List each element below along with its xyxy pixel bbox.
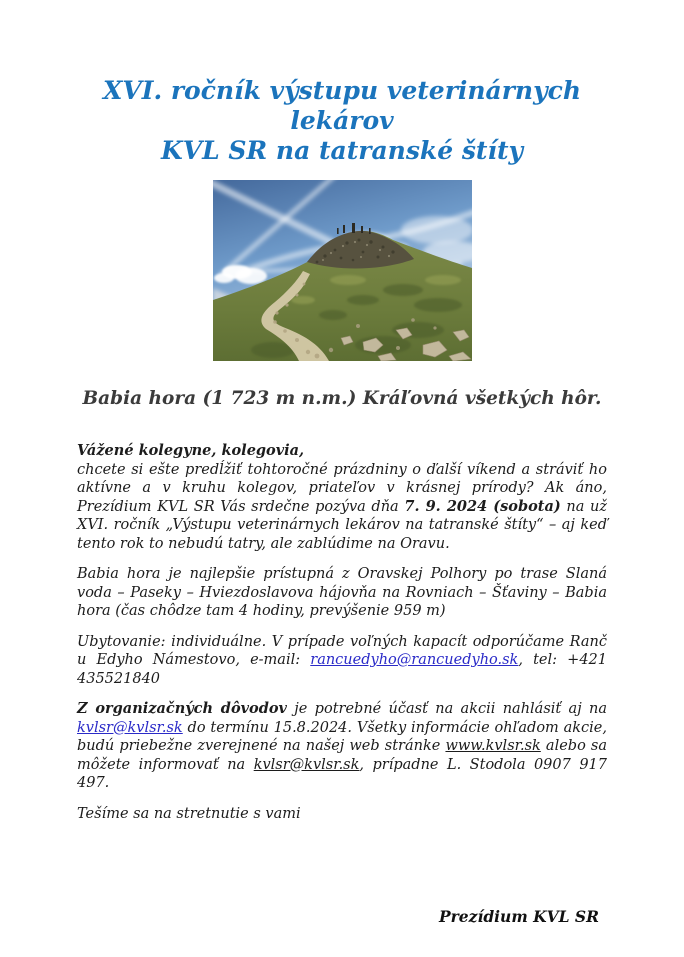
registration-lead: Z organizačných dôvodov: [77, 700, 287, 717]
registration-text-d: , prípadne L. Stodola 0907 917 497.: [77, 756, 608, 791]
mountain-photo-illustration: [213, 180, 472, 361]
event-date: 7. 9. 2024 (sobota): [404, 497, 561, 515]
letter-body: [77, 442, 607, 823]
intro-text-a: chcete si ešte predĺžiť tohtoročné prázdniny o ďalší víkend a stráviť ho aktívne a v kruhu kolegov, priateľov v krásnej prírody? Ak áno, Prezídium KVL SR Vás srdečne pozýva dňa: [77, 461, 607, 515]
mountain-photo: [213, 180, 472, 361]
signature: Prezídium KVL SR: [438, 907, 599, 926]
email-link-kvlsr-2[interactable]: kvlsr@kvlsr.sk: [253, 756, 360, 773]
website-link-kvlsr[interactable]: www.kvlsr.sk: [445, 738, 541, 754]
salutation: Vážené kolegyne, kolegovia,: [77, 442, 305, 459]
title-line-1: XVI. ročník výstupu veterinárnych lekárov: [102, 76, 582, 135]
accommodation-text-b: , tel: +421 435521840: [77, 652, 607, 687]
title-line-2: KVL SR na tatranské štíty: [160, 136, 524, 165]
intro-text-b: na už XVI. ročník „Výstupu veterinárnych lekárov na tatranské štíty“ – aj keď tento rok to nebudú tatry, ale zablúdime na Oravu.: [77, 498, 607, 552]
accommodation-paragraph: [77, 633, 607, 689]
registration-text-b: do termínu 15.8.2024. Všetky informácie ohľadom akcie, budú priebežne zverejnené na našej web stránke: [77, 719, 607, 754]
registration-text-c: alebo sa môžete informovať na: [77, 738, 607, 773]
route-paragraph: Babia hora je najlepšie prístupná z Oravskej Polhory po trase Slaná voda – Paseky – Hviezdoslavova hájovňa na Rovniach – Šťaviny – Babia hora (čas chôdze tam 4 hodiny, prevýšenie 959 m): [77, 566, 607, 619]
registration-paragraph: [77, 700, 607, 793]
intro-paragraph: [77, 461, 607, 554]
accommodation-text-a: Ubytovanie: individuálne. V prípade voľných kapacít odporúčame Ranč u Edyho Námestovo, e-mail:: [77, 633, 607, 668]
page-title: [57, 76, 627, 166]
email-link-kvlsr[interactable]: kvlsr@kvlsr.sk: [77, 719, 183, 736]
registration-text-a: je potrebné účasť na akcii nahlásiť aj na: [286, 701, 607, 717]
photo-caption: Babia hora (1 723 m n.m.) Kráľovná všetkých hôr.: [82, 388, 602, 409]
email-link-rancuedyho[interactable]: rancuedyho@rancuedyho.sk: [310, 652, 519, 668]
closing-line: Tešíme sa na stretnutie s vami: [77, 805, 301, 822]
